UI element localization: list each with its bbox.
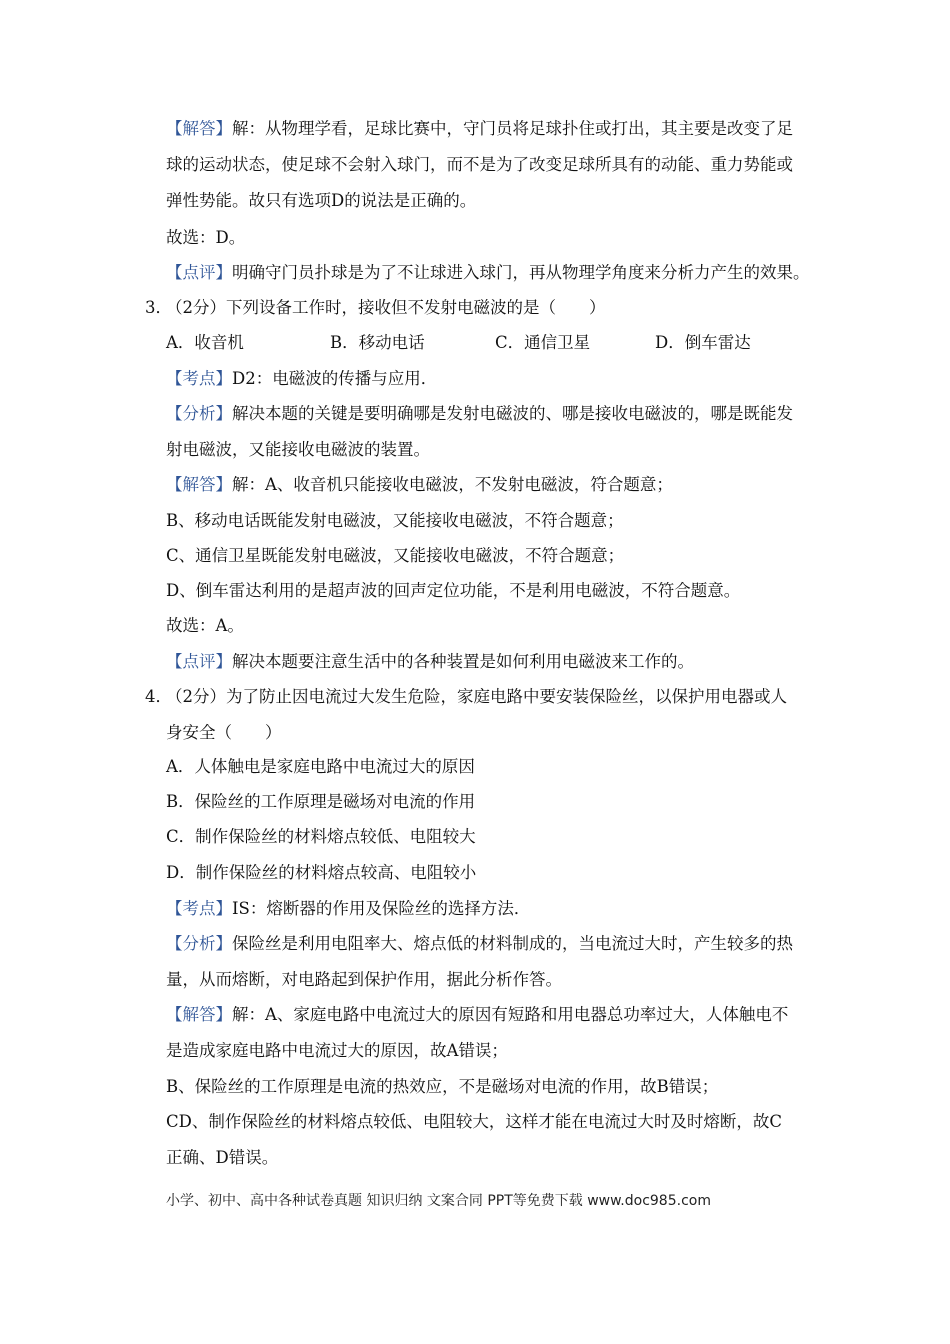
q3-answer-line-1: 【解答】解：A、收音机只能接收电磁波，不发射电磁波，符合题意； <box>166 475 673 494</box>
q2-choice: 故选：D。 <box>166 228 246 247</box>
q4-answer-line-2: 是造成家庭电路中电流过大的原因，故A错误； <box>166 1041 508 1060</box>
q3-comment: 【点评】解决本题要注意生活中的各种装置是如何利用电磁波来工作的。 <box>166 652 694 671</box>
answer-tag: 【解答】 <box>166 1005 232 1024</box>
q3-option-a: A．收音机 <box>166 333 244 352</box>
q2-answer-line-2: 球的运动状态，使足球不会射入球门，而不是为了改变足球所具有的动能、重力势能或 <box>166 155 793 174</box>
q4-analysis-line-1: 【分析】保险丝是利用电阻率大、熔点低的材料制成的，当电流过大时，产生较多的热 <box>166 934 793 953</box>
q4-answer-line-1: 【解答】解：A、家庭电路中电流过大的原因有短路和用电器总功率过大，人体触电不 <box>166 1005 789 1024</box>
analysis-tag: 【分析】 <box>166 934 232 953</box>
q3-number: 3． <box>145 298 172 317</box>
q4-analysis-line-2: 量，从而熔断，对电路起到保护作用，据此分析作答。 <box>166 970 562 989</box>
q3-option-d: D．倒车雷达 <box>655 333 751 352</box>
q2-answer-line-3: 弹性势能。故只有选项D的说法是正确的。 <box>166 191 477 210</box>
q4-option-d: D．制作保险丝的材料熔点较高、电阻较小 <box>166 863 477 882</box>
q3-answer-line-2: B、移动电话既能发射电磁波，又能接收电磁波，不符合题意； <box>166 511 624 530</box>
analysis-tag: 【分析】 <box>166 404 232 423</box>
q3-choice: 故选：A。 <box>166 616 244 635</box>
q3-option-b: B．移动电话 <box>330 333 425 352</box>
q4-stem-line-1: （2分）为了防止因电流过大发生危险，家庭电路中要安装保险丝，以保护用电器或人 <box>166 687 787 706</box>
q4-answer-line-5: 正确、D错误。 <box>166 1148 279 1167</box>
q3-stem: （2分）下列设备工作时，接收但不发射电磁波的是（ ） <box>166 298 606 317</box>
q3-point: 【考点】D2：电磁波的传播与应用． <box>166 369 438 388</box>
point-tag: 【考点】 <box>166 369 232 388</box>
page-footer: 小学、初中、高中各种试卷真题 知识归纳 文案合同 PPT等免费下载 www.doc985.com <box>166 1193 711 1209</box>
q3-option-c: C．通信卫星 <box>495 333 591 352</box>
q4-answer-line-4: CD、制作保险丝的材料熔点较低、电阻较大，这样才能在电流过大时及时熔断，故C <box>166 1112 782 1131</box>
point-tag: 【考点】 <box>166 899 232 918</box>
q4-stem-line-2: 身安全（ ） <box>166 723 282 742</box>
q4-option-a: A．人体触电是家庭电路中电流过大的原因 <box>166 757 475 776</box>
q4-option-b: B．保险丝的工作原理是磁场对电流的作用 <box>166 792 476 811</box>
comment-tag: 【点评】 <box>166 263 232 282</box>
q4-point: 【考点】IS：熔断器的作用及保险丝的选择方法． <box>166 899 531 918</box>
comment-tag: 【点评】 <box>166 652 232 671</box>
q4-option-c: C．制作保险丝的材料熔点较低、电阻较大 <box>166 827 476 846</box>
q4-number: 4． <box>145 687 172 706</box>
q3-answer-line-4: D、倒车雷达利用的是超声波的回声定位功能，不是利用电磁波，不符合题意。 <box>166 581 741 600</box>
answer-tag: 【解答】 <box>166 475 232 494</box>
q3-analysis-line-1: 【分析】解决本题的关键是要明确哪是发射电磁波的、哪是接收电磁波的，哪是既能发 <box>166 404 793 423</box>
q3-answer-line-3: C、通信卫星既能发射电磁波，又能接收电磁波，不符合题意； <box>166 546 625 565</box>
q2-comment: 【点评】明确守门员扑球是为了不让球进入球门，再从物理学角度来分析力产生的效果。 <box>166 263 810 282</box>
q4-answer-line-3: B、保险丝的工作原理是电流的热效应，不是磁场对电流的作用，故B错误； <box>166 1077 719 1096</box>
q3-analysis-line-2: 射电磁波，又能接收电磁波的装置。 <box>166 440 430 459</box>
q2-answer-line-1: 【解答】解：从物理学看，足球比赛中，守门员将足球扑住或打出，其主要是改变了足 <box>166 119 793 138</box>
answer-tag: 【解答】 <box>166 119 232 138</box>
